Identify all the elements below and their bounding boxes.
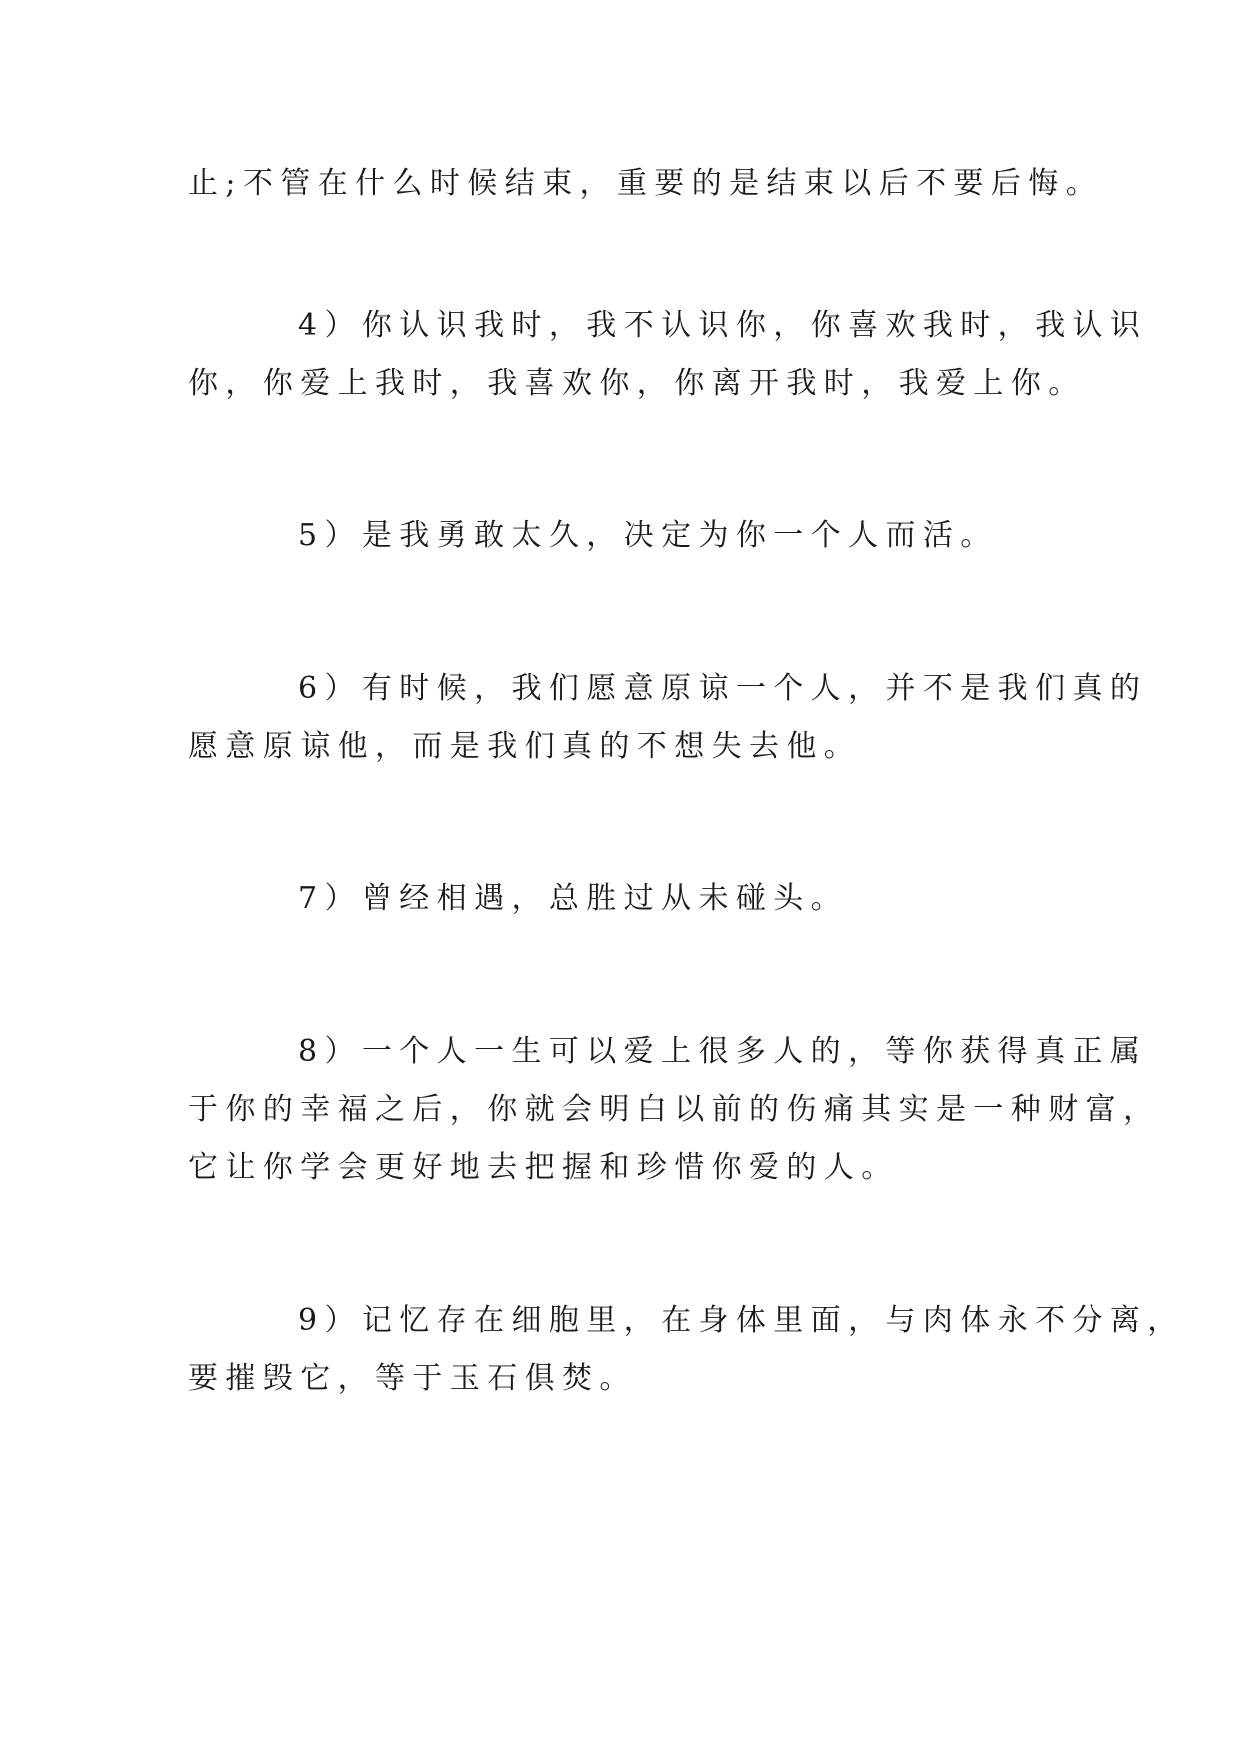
paragraph-continuation <box>188 155 1104 213</box>
paragraph-line: 于你的幸福之后，你就会明白以前的伤痛其实是一种财富， <box>188 1092 1161 1127</box>
paragraph-item-9 <box>188 1292 1185 1408</box>
paragraph-line: 要摧毁它，等于玉石俱焚。 <box>188 1361 637 1396</box>
paragraph-line: 止;不管在什么时候结束，重要的是结束以后不要后悔。 <box>188 166 1104 201</box>
paragraph-item-5 <box>188 507 1068 565</box>
paragraph-line: 8）一个人一生可以爱上很多人的，等你获得真正属 <box>298 1034 1148 1069</box>
paragraph-line: 它让你学会更好地去把握和珍惜你爱的人。 <box>188 1150 899 1185</box>
paragraph-line: 6）有时候，我们愿意原谅一个人，并不是我们真的 <box>298 671 1148 706</box>
paragraph-line: 9）记忆存在细胞里，在身体里面，与肉体永不分离， <box>298 1303 1185 1338</box>
paragraph-item-6 <box>188 660 1148 776</box>
paragraph-line: 7）曾经相遇，总胜过从未碰头。 <box>298 881 849 916</box>
paragraph-item-7 <box>188 870 1068 928</box>
paragraph-line: 你，你爱上我时，我喜欢你，你离开我时，我爱上你。 <box>188 366 1086 401</box>
paragraph-line: 5）是我勇敢太久，决定为你一个人而活。 <box>298 518 998 553</box>
paragraph-line: 愿意原谅他，而是我们真的不想失去他。 <box>188 729 862 764</box>
paragraph-item-4 <box>188 297 1148 413</box>
paragraph-item-8 <box>188 1023 1161 1197</box>
paragraph-line: 4）你认识我时，我不认识你，你喜欢我时，我认识 <box>298 308 1148 343</box>
